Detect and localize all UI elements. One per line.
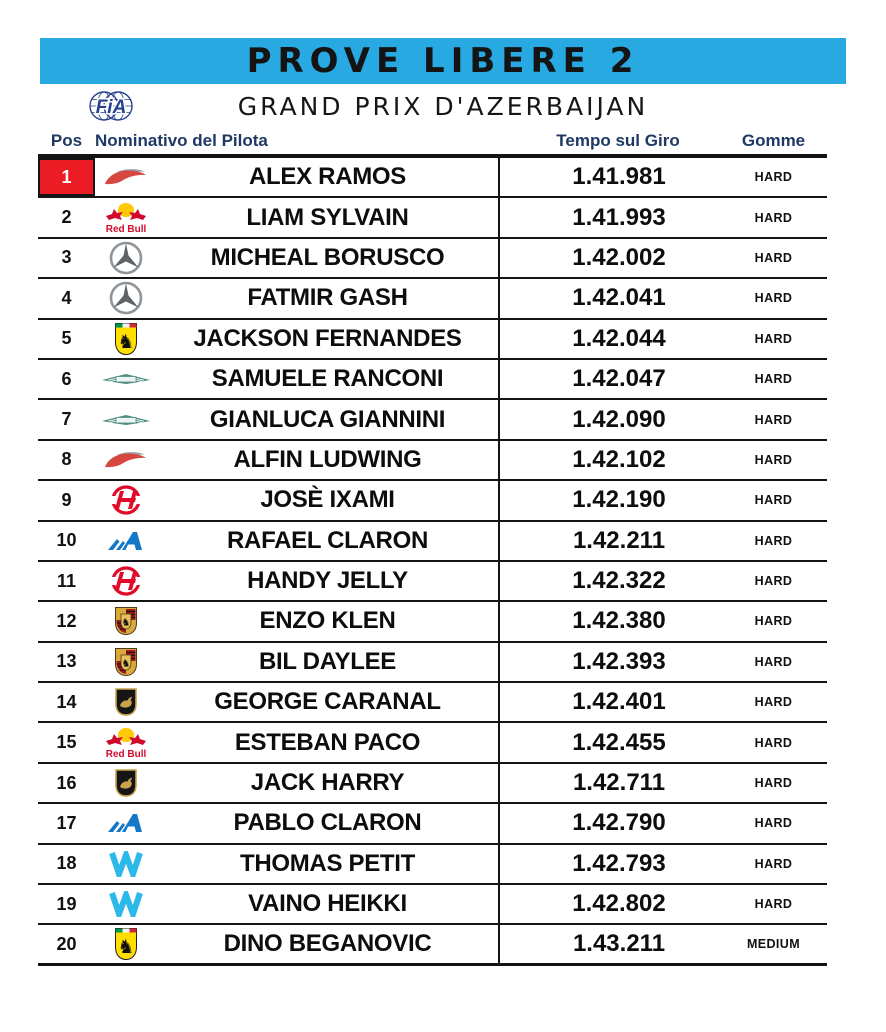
lap-time: 1.42.090 bbox=[498, 400, 738, 438]
position-cell: 20 bbox=[56, 933, 77, 954]
lap-time: 1.42.711 bbox=[498, 764, 738, 802]
position-cell: 15 bbox=[56, 732, 77, 753]
driver-name: FATMIR GASH bbox=[247, 284, 408, 312]
position-cell: 19 bbox=[56, 893, 77, 914]
driver-name: HANDY JELLY bbox=[247, 567, 408, 595]
driver-name: DINO BEGANOVIC bbox=[223, 930, 432, 958]
position-cell: 4 bbox=[61, 287, 72, 308]
svg-text:Red Bull: Red Bull bbox=[105, 223, 147, 235]
position-cell: 2 bbox=[61, 207, 72, 228]
result-row bbox=[38, 683, 827, 723]
tyre-compound: HARD bbox=[754, 654, 793, 669]
header-time: Tempo sul Giro bbox=[556, 131, 680, 150]
tyre-compound: HARD bbox=[754, 412, 793, 427]
driver-name: SAMUELE RANCONI bbox=[211, 365, 444, 393]
header-driver: Nominativo del Pilota bbox=[95, 131, 268, 150]
result-row bbox=[38, 764, 827, 804]
result-row bbox=[38, 804, 827, 844]
mclaren-logo-icon bbox=[95, 158, 157, 196]
redbull-logo-icon bbox=[95, 198, 157, 236]
mercedes-logo-icon bbox=[95, 239, 157, 277]
porsche-logo-icon bbox=[95, 643, 157, 681]
tyre-compound: HARD bbox=[754, 816, 793, 831]
result-row bbox=[38, 481, 827, 521]
lamborghini-logo-icon bbox=[95, 683, 157, 721]
lap-time: 1.42.102 bbox=[498, 441, 738, 479]
result-row bbox=[38, 643, 827, 683]
driver-name: ENZO KLEN bbox=[259, 607, 396, 635]
result-row bbox=[38, 522, 827, 562]
lamborghini-logo-icon bbox=[95, 764, 157, 802]
driver-name: LIAM SYLVAIN bbox=[246, 203, 409, 231]
driver-name: GEORGE CARANAL bbox=[214, 688, 441, 716]
lap-time: 1.42.380 bbox=[498, 602, 738, 640]
lap-time: 1.42.041 bbox=[498, 279, 738, 317]
tyre-compound: HARD bbox=[754, 897, 793, 912]
result-row bbox=[38, 723, 827, 763]
tyre-compound: HARD bbox=[754, 210, 793, 225]
lap-time: 1.42.401 bbox=[498, 683, 738, 721]
driver-name: JACKSON FERNANDES bbox=[193, 324, 462, 352]
position-cell: 7 bbox=[61, 409, 72, 430]
results-table bbox=[38, 128, 827, 966]
driver-name: ALEX RAMOS bbox=[248, 163, 406, 191]
tyre-compound: HARD bbox=[754, 331, 793, 346]
result-row bbox=[38, 198, 827, 238]
astonmartin-logo-icon bbox=[95, 360, 157, 398]
lap-time: 1.42.802 bbox=[498, 885, 738, 923]
result-row bbox=[38, 441, 827, 481]
driver-name: ALFIN LUDWING bbox=[233, 445, 422, 473]
result-row bbox=[38, 845, 827, 885]
position-cell: 13 bbox=[56, 651, 77, 672]
position-cell: 3 bbox=[61, 247, 72, 268]
driver-name: GIANLUCA GIANNINI bbox=[209, 405, 446, 433]
tyre-compound: HARD bbox=[754, 614, 793, 629]
position-cell: 1 bbox=[38, 158, 95, 196]
tyre-compound: HARD bbox=[754, 574, 793, 589]
result-row bbox=[38, 360, 827, 400]
header-pos: Pos bbox=[50, 131, 83, 150]
result-row bbox=[38, 279, 827, 319]
porsche-logo-icon bbox=[95, 602, 157, 640]
result-row bbox=[38, 925, 827, 965]
haas-logo-icon bbox=[95, 562, 157, 600]
svg-text:Red Bull: Red Bull bbox=[105, 748, 147, 760]
tyre-compound: HARD bbox=[754, 533, 793, 548]
ferrari-logo-icon bbox=[95, 925, 157, 962]
driver-name: PABLO CLARON bbox=[233, 809, 422, 837]
result-row bbox=[38, 400, 827, 440]
fia-logo-text: FiA bbox=[95, 97, 127, 118]
result-row bbox=[38, 239, 827, 279]
mercedes-logo-icon bbox=[95, 279, 157, 317]
driver-name: MICHEAL BORUSCO bbox=[210, 243, 445, 271]
position-cell: 10 bbox=[56, 530, 77, 551]
tyre-compound: HARD bbox=[754, 250, 793, 265]
lap-time: 1.41.993 bbox=[498, 198, 738, 236]
position-cell: 14 bbox=[56, 691, 77, 712]
event-header bbox=[40, 86, 846, 128]
svg-text:♞: ♞ bbox=[117, 331, 135, 353]
tyre-compound: HARD bbox=[754, 856, 793, 871]
tyre-compound: HARD bbox=[754, 735, 793, 750]
header-tyre: Gomme bbox=[741, 131, 806, 150]
tyre-compound: HARD bbox=[754, 372, 793, 387]
lap-time: 1.42.393 bbox=[498, 643, 738, 681]
driver-name: THOMAS PETIT bbox=[239, 849, 416, 877]
lap-time: 1.41.981 bbox=[498, 158, 738, 196]
driver-name: ESTEBAN PACO bbox=[234, 728, 421, 756]
position-cell: 6 bbox=[61, 368, 72, 389]
williams-logo-icon bbox=[95, 885, 157, 923]
mclaren-logo-icon bbox=[95, 441, 157, 479]
position-cell: 9 bbox=[61, 489, 72, 510]
lap-time: 1.42.002 bbox=[498, 239, 738, 277]
tyre-compound: HARD bbox=[754, 776, 793, 791]
williams-logo-icon bbox=[95, 845, 157, 883]
fia-logo-icon bbox=[84, 86, 138, 131]
position-cell: 8 bbox=[61, 449, 72, 470]
result-row bbox=[38, 602, 827, 642]
session-banner bbox=[40, 38, 846, 84]
table-header-row bbox=[38, 128, 827, 158]
driver-name: JACK HARRY bbox=[250, 769, 405, 797]
lap-time: 1.42.455 bbox=[498, 723, 738, 761]
astonmartin-logo-icon bbox=[95, 400, 157, 438]
position-cell: 18 bbox=[56, 853, 77, 874]
driver-name: BIL DAYLEE bbox=[258, 647, 397, 675]
tyre-compound: HARD bbox=[754, 452, 793, 467]
result-row bbox=[38, 320, 827, 360]
haas-logo-icon bbox=[95, 481, 157, 519]
svg-text:♞: ♞ bbox=[121, 617, 131, 629]
event-title: GRAND PRIX D'AZERBAIJAN bbox=[237, 92, 649, 121]
tyre-compound: HARD bbox=[754, 170, 793, 185]
lap-time: 1.42.044 bbox=[498, 320, 738, 358]
alpine-logo-icon bbox=[95, 522, 157, 560]
svg-text:♞: ♞ bbox=[121, 658, 131, 670]
position-cell: 5 bbox=[61, 328, 72, 349]
svg-text:♞: ♞ bbox=[117, 937, 135, 959]
driver-name: JOSÈ IXAMI bbox=[260, 486, 395, 514]
redbull-logo-icon bbox=[95, 723, 157, 761]
alpine-logo-icon bbox=[95, 804, 157, 842]
result-row bbox=[38, 158, 827, 198]
driver-name: VAINO HEIKKI bbox=[248, 890, 407, 918]
tyre-compound: MEDIUM bbox=[746, 937, 801, 952]
lap-time: 1.42.793 bbox=[498, 845, 738, 883]
session-title: PROVE LIBERE 2 bbox=[246, 41, 640, 81]
lap-time: 1.42.790 bbox=[498, 804, 738, 842]
lap-time: 1.43.211 bbox=[498, 925, 738, 962]
position-cell: 12 bbox=[56, 610, 77, 631]
results-rows bbox=[38, 158, 827, 966]
tyre-compound: HARD bbox=[754, 695, 793, 710]
lap-time: 1.42.047 bbox=[498, 360, 738, 398]
result-row bbox=[38, 885, 827, 925]
driver-name: RAFAEL CLARON bbox=[227, 526, 428, 554]
ferrari-logo-icon bbox=[95, 320, 157, 358]
tyre-compound: HARD bbox=[754, 493, 793, 508]
lap-time: 1.42.211 bbox=[498, 522, 738, 560]
result-row bbox=[38, 562, 827, 602]
position-cell: 11 bbox=[56, 570, 77, 591]
position-cell: 16 bbox=[56, 772, 77, 793]
tyre-compound: HARD bbox=[754, 291, 793, 306]
lap-time: 1.42.322 bbox=[498, 562, 738, 600]
lap-time: 1.42.190 bbox=[498, 481, 738, 519]
position-cell: 17 bbox=[56, 812, 77, 833]
